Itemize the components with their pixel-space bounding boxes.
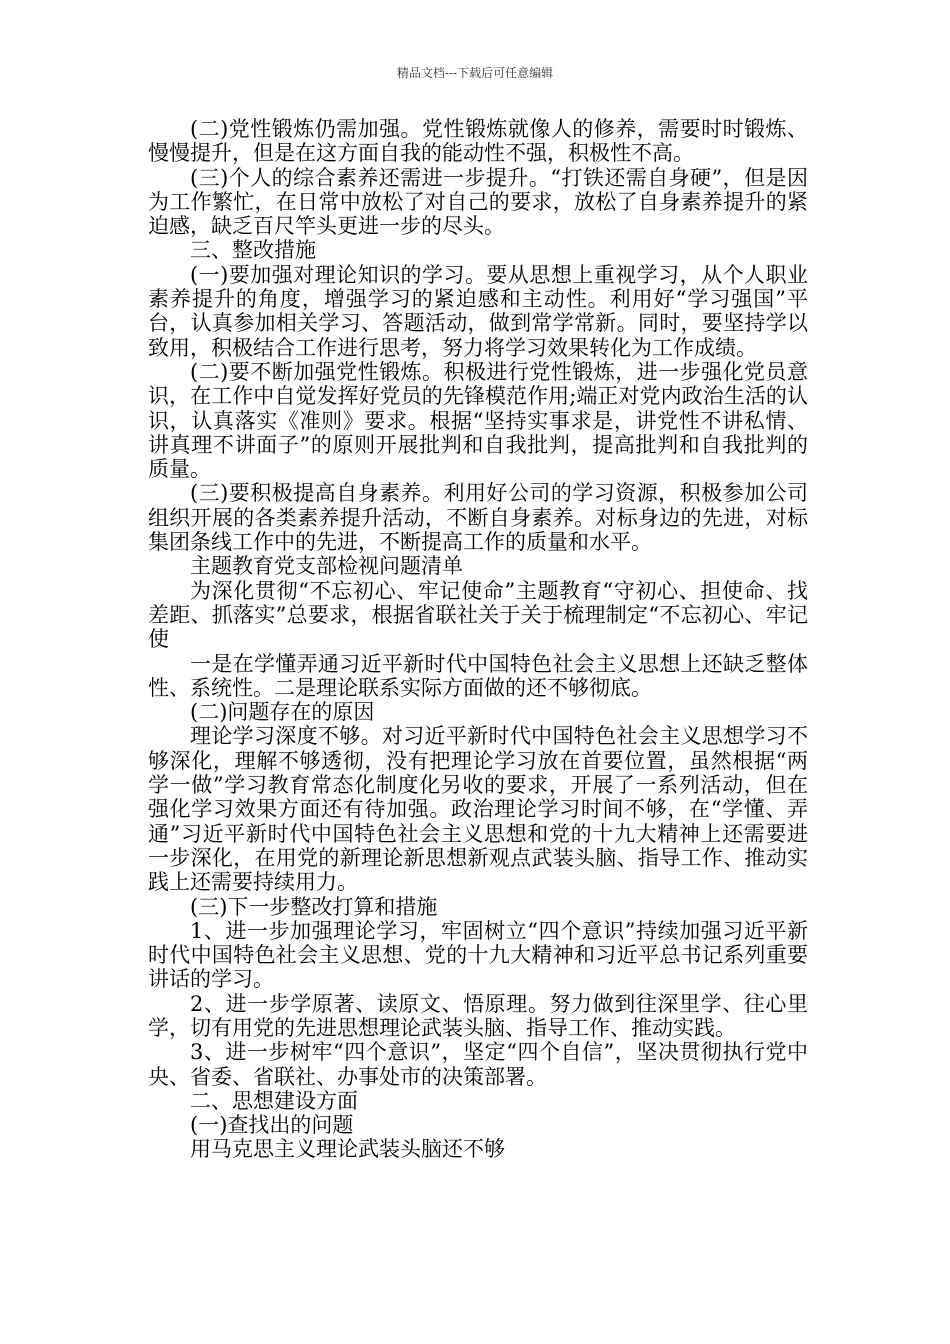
section-heading: (二)问题存在的原因	[190, 700, 375, 725]
paragraph: 1、进一步加强理论学习，牢固树立“四个意识”持续加强习近平新时代中国特色社会主义思想、党的十九大精神和习近平总书记系列重要讲话的学习。	[148, 918, 808, 992]
paragraph: (三)要积极提高自身素养。利用好公司的学习资源，积极参加公司组织开展的各类素养提升活动，不断自身素养。对标身边的先进，对标集团条线工作中的先进，不断提高工作的质量和水平。	[148, 481, 808, 555]
paragraph: 理论学习深度不够。对习近平新时代中国特色社会主义思想学习不够深化，理解不够透彻，没有把理论学习放在首要位置，虽然根据“两学一做”学习教育常态化制度化另收的要求，开展了一系列活动，但在强化学习效果方面还有待加强。政治理论学习时间不够，在“学懂、弄通”习近平新时代中国特色社会主义思想和党的十九大精神上还需要进一步深化，在用党的新理论新思想新观点武装头脑、指导工作、推动实践上还需要持续用力。	[148, 724, 808, 895]
paragraph: (三)个人的综合素养还需进一步提升。“打铁还需自身硬”，但是因为工作繁忙，在日常中放松了对自己的要求，放松了自身素养提升的紧迫感，缺乏百尺竿头更进一步的尽头。	[148, 165, 808, 239]
paragraph: (二)要不断加强党性锻炼。积极进行党性锻炼，进一步强化党员意识，在工作中自觉发挥好党员的先锋模范作用;端正对党内政治生活的认识，认真落实《准则》要求。根据“坚持实事求是，讲党性不讲私情、讲真理不讲面子”的原则开展批判和自我批判，提高批判和自我批判的质量。	[148, 359, 808, 482]
section-heading: (三)下一步整改打算和措施	[190, 894, 438, 919]
paragraph: 为深化贯彻“不忘初心、牢记使命”主题教育“守初心、担使命、找差距、抓落实”总要求，根据省联社关于关于梳理制定“不忘初心、牢记使	[148, 578, 808, 652]
section-heading: 三、整改措施	[190, 238, 316, 263]
paragraph: 2、进一步学原著、读原文、悟原理。努力做到往深里学、往心里学，切有用党的先进思想理论武装头脑、指导工作、推动实践。	[148, 991, 808, 1040]
page-header-note: 精品文档---下载后可任意编辑	[396, 66, 554, 80]
paragraph: (一)要加强对理论知识的学习。要从思想上重视学习，从个人职业素养提升的角度，增强学习的紧迫感和主动性。利用好“学习强国”平台，认真参加相关学习、答题活动，做到常学常新。同时，要坚持学以致用，积极结合工作进行思考，努力将学习效果转化为工作成绩。	[148, 262, 808, 360]
section-heading: 主题教育党支部检视问题清单	[190, 554, 463, 579]
section-heading: (一)查找出的问题	[190, 1113, 354, 1138]
document-body	[148, 117, 808, 1162]
paragraph: 3、进一步树牢“四个意识”，坚定“四个自信”，坚决贯彻执行党中央、省委、省联社、办事处市的决策部署。	[148, 1040, 808, 1089]
paragraph: 用马克思主义理论武装头脑还不够	[190, 1137, 505, 1162]
paragraph: (二)党性锻炼仍需加强。党性锻炼就像人的修养，需要时时锻炼、慢慢提升，但是在这方面自我的能动性不强，积极性不高。	[148, 117, 808, 166]
section-heading: 二、思想建设方面	[190, 1088, 358, 1113]
paragraph: 一是在学懂弄通习近平新时代中国特色社会主义思想上还缺乏整体性、系统性。二是理论联系实际方面做的还不够彻底。	[148, 651, 808, 700]
